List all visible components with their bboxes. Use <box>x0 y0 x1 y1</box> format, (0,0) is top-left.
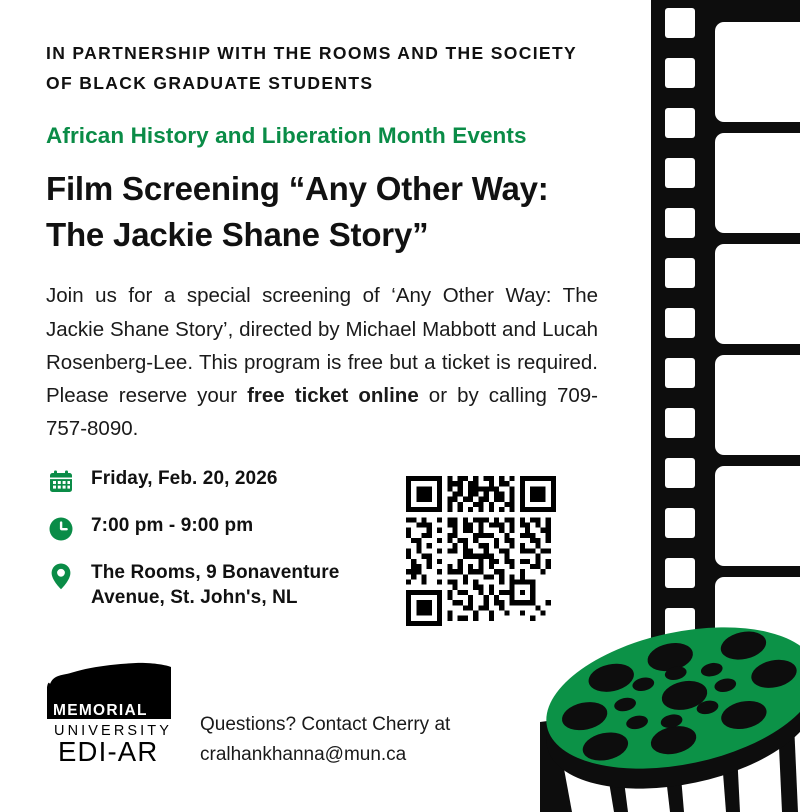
calendar-icon <box>48 466 82 496</box>
film-sprocket-column <box>665 0 695 676</box>
reel-hole <box>625 714 649 731</box>
location-pin-icon <box>48 560 82 590</box>
film-frame <box>715 22 800 122</box>
film-frame-column <box>715 0 800 676</box>
film-sprocket-hole <box>665 508 695 538</box>
contact-email[interactable]: cralhankhanna@mun.ca <box>200 744 407 766</box>
film-sprocket-hole <box>665 308 695 338</box>
description-part-2: or by calling 709-757-8090. <box>46 383 598 441</box>
description-highlight: free ticket online <box>247 383 419 407</box>
contact-footer <box>200 710 530 770</box>
film-sprocket-hole <box>665 558 695 588</box>
description-part-1: Join us for a special screening of ‘Any Other Way: The Jackie Shane Story’, directed by Michael Mabbott and Lucah Rosenberg-Lee. This program is free but a ticket is required. Please reserve your <box>46 284 598 407</box>
film-strip-decoration <box>651 0 800 676</box>
qr-code[interactable] <box>406 476 556 626</box>
detail-text-date: Friday, Feb. 20, 2026 <box>91 468 278 489</box>
reel-hole <box>648 722 699 758</box>
film-frame <box>715 466 800 566</box>
memorial-university-edi-ar-logo <box>44 662 176 766</box>
reel-hole <box>713 677 737 694</box>
contact-line-1: Questions? Contact Cherry at <box>200 714 451 735</box>
detail-row-location <box>48 560 378 611</box>
svg-text:EDI-AR: EDI-AR <box>58 736 159 766</box>
detail-row-time <box>48 513 378 543</box>
reel-hole <box>719 697 770 733</box>
reel-hole <box>749 656 800 692</box>
film-sprocket-hole <box>665 8 695 38</box>
reel-hole <box>631 676 655 693</box>
poster-text-column <box>46 0 606 466</box>
event-description <box>46 279 598 445</box>
film-frame <box>715 355 800 455</box>
film-sprocket-hole <box>665 258 695 288</box>
detail-text-location: The Rooms, 9 Bonaventure Avenue, St. John's, NL <box>91 562 340 609</box>
page-title: Film Screening “Any Other Way: The Jackie Shane Story” <box>46 170 549 253</box>
reel-hole <box>718 628 769 664</box>
film-frame <box>715 244 800 344</box>
detail-row-date <box>48 466 378 496</box>
film-sprocket-hole <box>665 158 695 188</box>
partnership-line: IN PARTNERSHIP WITH THE ROOMS AND THE SOCIETY OF BLACK GRADUATE STUDENTS <box>46 43 577 94</box>
event-details-list <box>48 466 378 628</box>
film-reel-decoration <box>530 600 800 810</box>
film-sprocket-hole <box>665 208 695 238</box>
reel-hole <box>559 698 610 734</box>
film-sprocket-hole <box>665 408 695 438</box>
film-sprocket-hole <box>665 458 695 488</box>
series-kicker: African History and Liberation Month Events <box>46 123 527 149</box>
detail-text-time: 7:00 pm - 9:00 pm <box>91 515 254 536</box>
film-sprocket-hole <box>665 108 695 138</box>
film-frame <box>715 133 800 233</box>
svg-text:UNIVERSITY: UNIVERSITY <box>54 723 173 739</box>
svg-text:MEMORIAL: MEMORIAL <box>53 702 148 719</box>
film-sprocket-hole <box>665 58 695 88</box>
reel-hole <box>586 660 637 696</box>
reel-hole <box>613 696 637 713</box>
reel-hole <box>700 661 724 678</box>
clock-icon <box>48 513 82 543</box>
reel-hole <box>580 728 631 764</box>
film-sprocket-hole <box>665 358 695 388</box>
